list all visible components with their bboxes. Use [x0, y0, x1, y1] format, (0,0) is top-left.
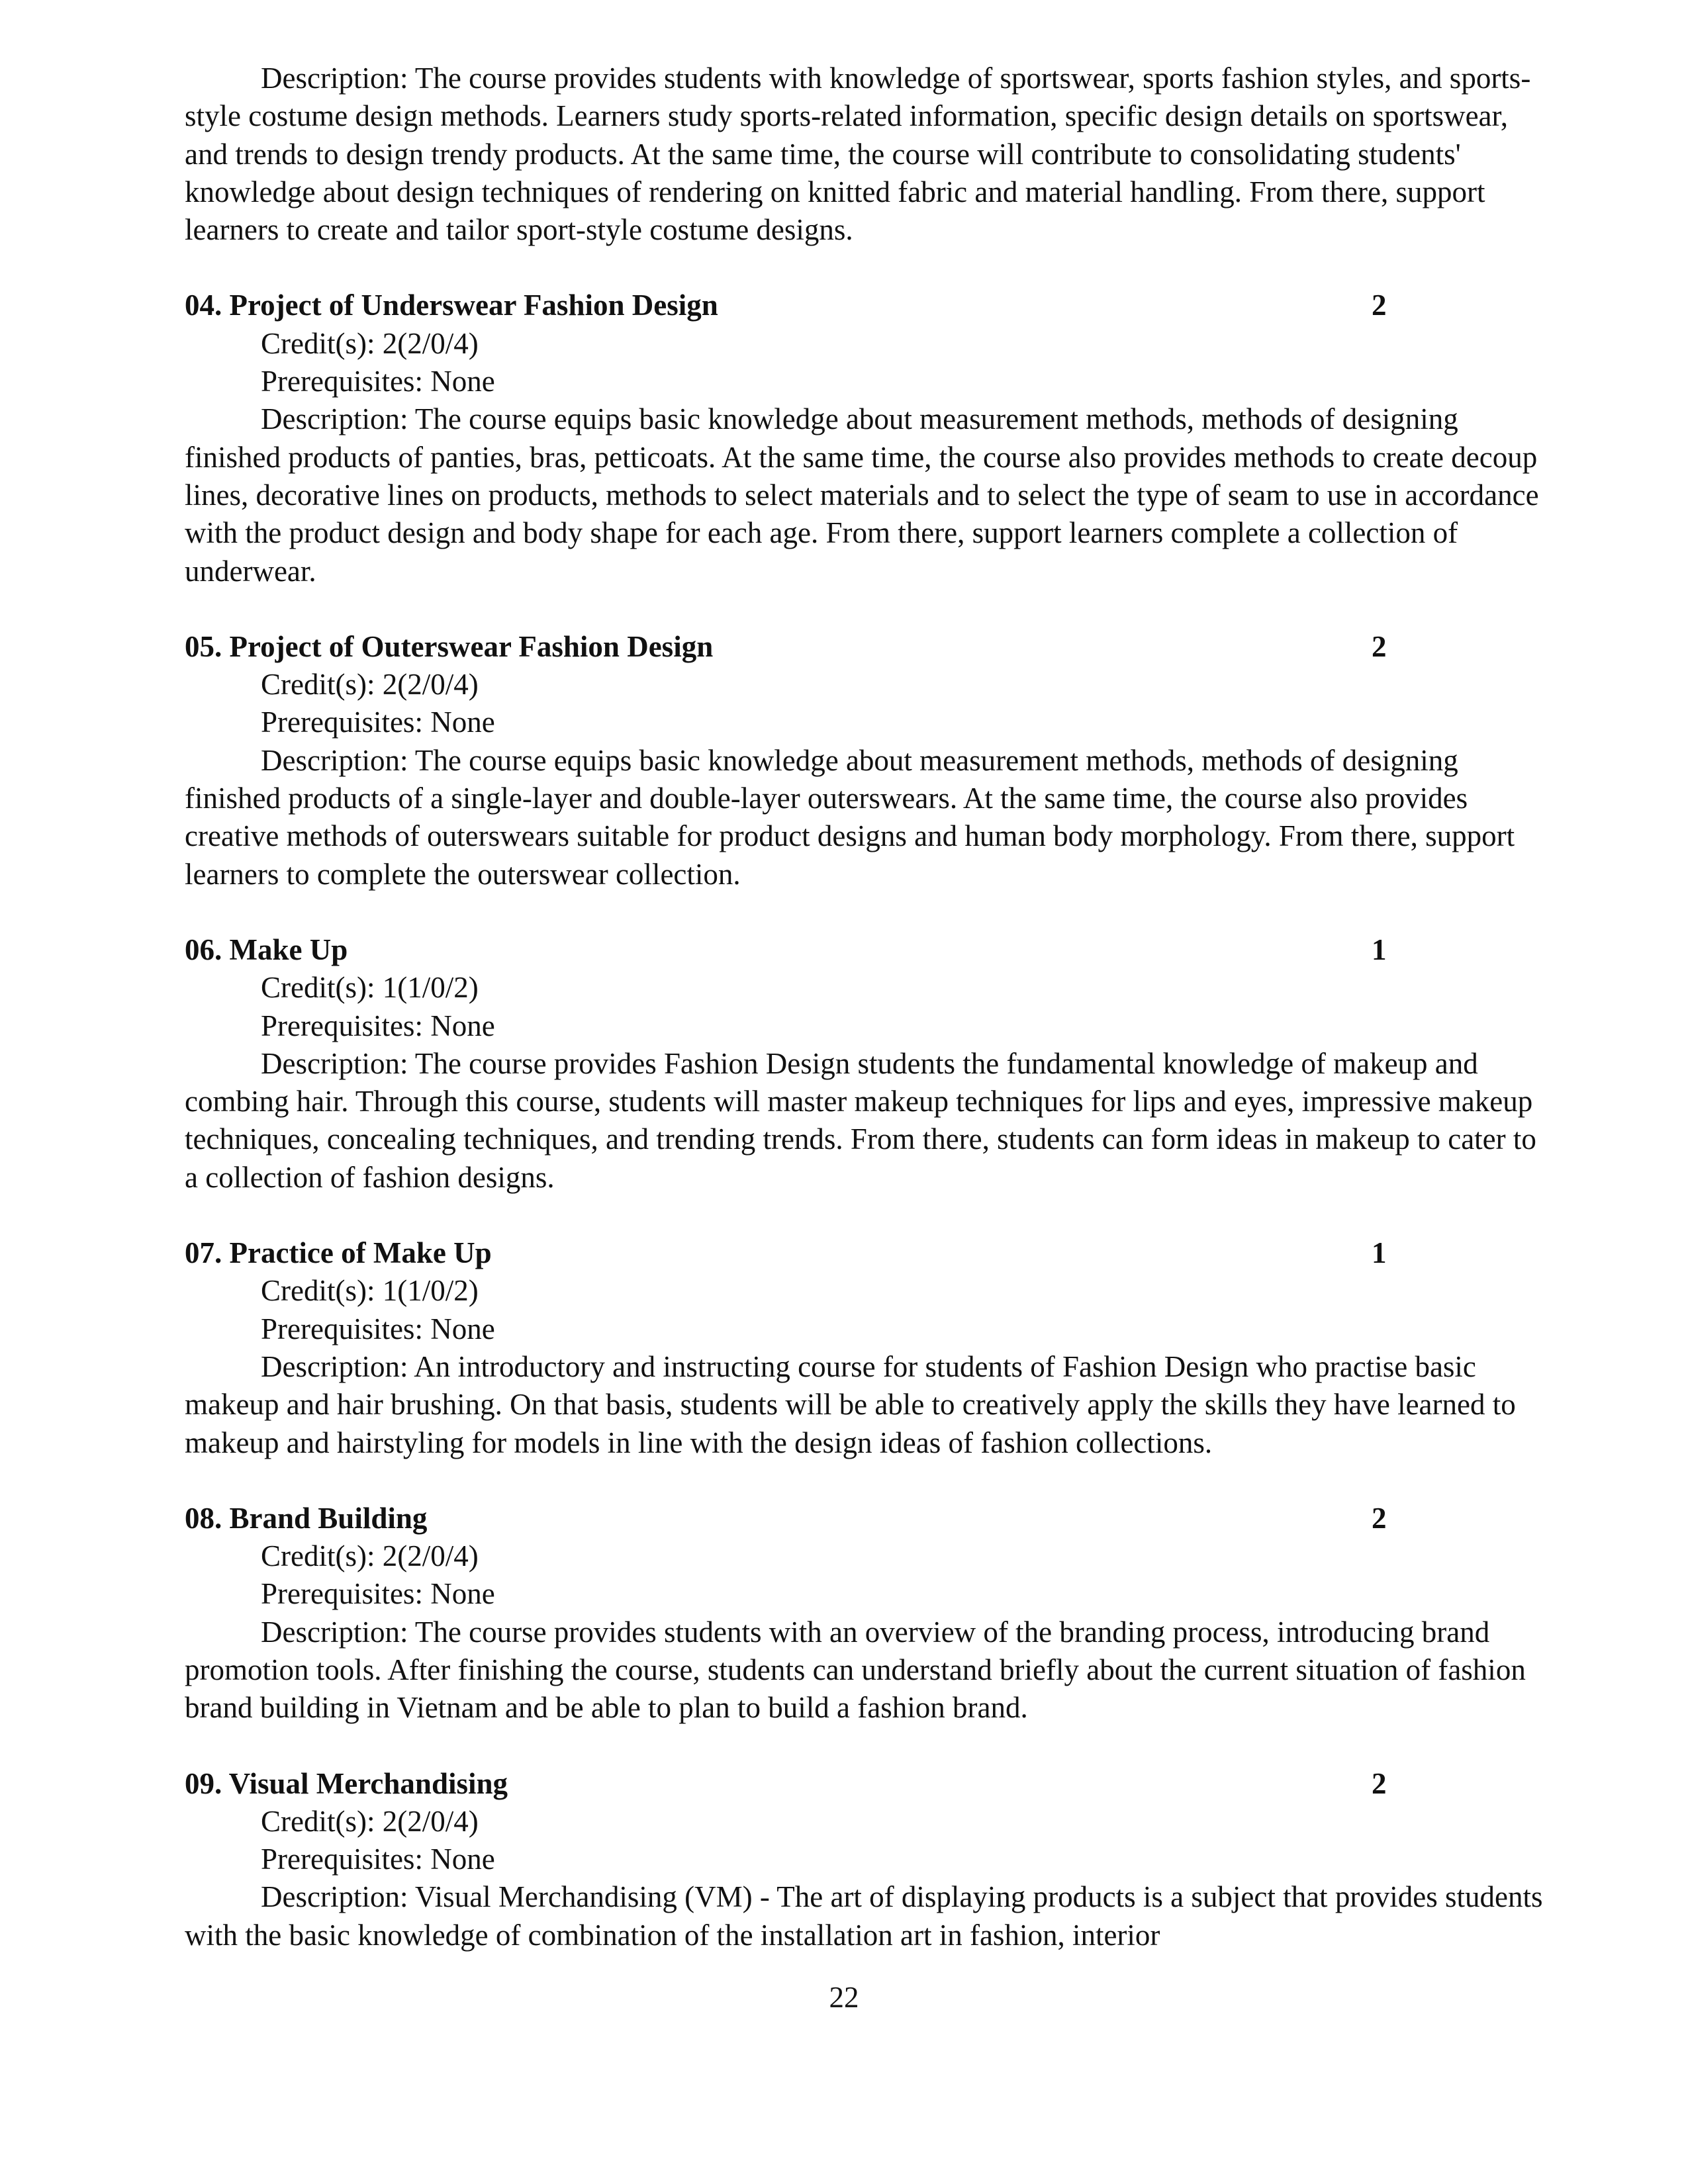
course-credits: 1: [1372, 1236, 1387, 1270]
course-title: 05. Project of Outerswear Fashion Design: [185, 629, 714, 663]
course-credits: 2: [1372, 1501, 1387, 1535]
document-page: [185, 60, 1555, 1954]
course-prerequisites: Prerequisites: None: [261, 1009, 495, 1042]
course-credit-detail: Credit(s): 1(1/0/2): [261, 1274, 479, 1308]
course-heading: [185, 1500, 1555, 1537]
course-heading: [185, 287, 1555, 324]
course-description: Description: The course provides students with an overview of the branding process, introducing brand promotion tools. After finishing the course, students can understand briefly about the current situation of fashion brand building in Vietnam and be able to plan to build a fashion brand.: [185, 1615, 1526, 1725]
course-title: 08. Brand Building: [185, 1501, 428, 1535]
course-prerequisites: Prerequisites: None: [261, 1843, 495, 1876]
course-description: Description: Visual Merchandising (VM) - The art of displaying products is a subject that provides students with the basic knowledge of combination of the installation art in fashion, interior: [185, 1880, 1543, 1952]
course-description: Description: An introductory and instructing course for students of Fashion Design who practise basic makeup and hair brushing. On that basis, students will be able to creatively apply the skills they have learned to makeup and hairstyling for models in line with the design ideas of fashion collections.: [185, 1349, 1516, 1459]
intro-description: Description: The course provides students with knowledge of sportswear, sports fashion styles, and sports-style costume design methods. Learners study sports-related information, specific design details on sportswear, and trends to design trendy products. At the same time, the course will contribute to consolidating students' knowledge about design techniques of rendering on knitted fabric and material handling. From there, support learners to create and tailor sport-style costume designs.: [185, 62, 1531, 247]
course-credits: 2: [1372, 1766, 1387, 1800]
course-credits: 1: [1372, 933, 1387, 966]
course-credit-detail: Credit(s): 1(1/0/2): [261, 971, 479, 1005]
course-description: Description: The course equips basic knowledge about measurement methods, methods of designing finished products of a single-layer and double-layer outerswears. At the same time, the course also provides creative methods of outerswears suitable for product designs and human body morphology. From there, support learners to complete the outerswear collection.: [185, 743, 1515, 891]
course-entry-09: [185, 1765, 1555, 1954]
course-description: Description: The course equips basic knowledge about measurement methods, methods of designing finished products of panties, bras, petticoats. At the same time, the course also provides methods to create decoup lines, decorative lines on products, methods to select materials and to select the type of seam to use in accordance with the product design and body shape for each age. From there, support learners complete a collection of underwear.: [185, 402, 1539, 588]
course-credit-detail: Credit(s): 2(2/0/4): [261, 326, 479, 360]
course-entry-07: [185, 1234, 1555, 1462]
page-number: 22: [829, 1981, 859, 2014]
course-credits: 2: [1372, 629, 1387, 663]
course-entry-08: [185, 1500, 1555, 1727]
course-prerequisites: Prerequisites: None: [261, 1312, 495, 1345]
course-heading: [185, 628, 1555, 666]
course-heading: [185, 1765, 1555, 1803]
course-title: 07. Practice of Make Up: [185, 1236, 492, 1270]
course-heading: [185, 1234, 1555, 1272]
course-title: 09. Visual Merchandising: [185, 1766, 508, 1800]
course-entry-04: [185, 287, 1555, 590]
course-entry-06: [185, 931, 1555, 1197]
course-heading: [185, 931, 1555, 969]
course-credit-detail: Credit(s): 2(2/0/4): [261, 1539, 479, 1573]
course-credit-detail: Credit(s): 2(2/0/4): [261, 1804, 479, 1838]
course-credits: 2: [1372, 289, 1387, 322]
course-credit-detail: Credit(s): 2(2/0/4): [261, 668, 479, 702]
course-prerequisites: Prerequisites: None: [261, 705, 495, 739]
course-description: Description: The course provides Fashion Design students the fundamental knowledge of makeup and combing hair. Through this course, students will master makeup techniques for lips and eyes, impressive makeup techniques, concealing techniques, and trending trends. From there, students can form ideas in makeup to cater to a collection of fashion designs.: [185, 1046, 1536, 1194]
course-title: 04. Project of Underswear Fashion Design: [185, 289, 718, 322]
course-prerequisites: Prerequisites: None: [261, 1577, 495, 1611]
course-entry-05: [185, 628, 1555, 893]
course-prerequisites: Prerequisites: None: [261, 365, 495, 398]
course-title: 06. Make Up: [185, 933, 348, 966]
